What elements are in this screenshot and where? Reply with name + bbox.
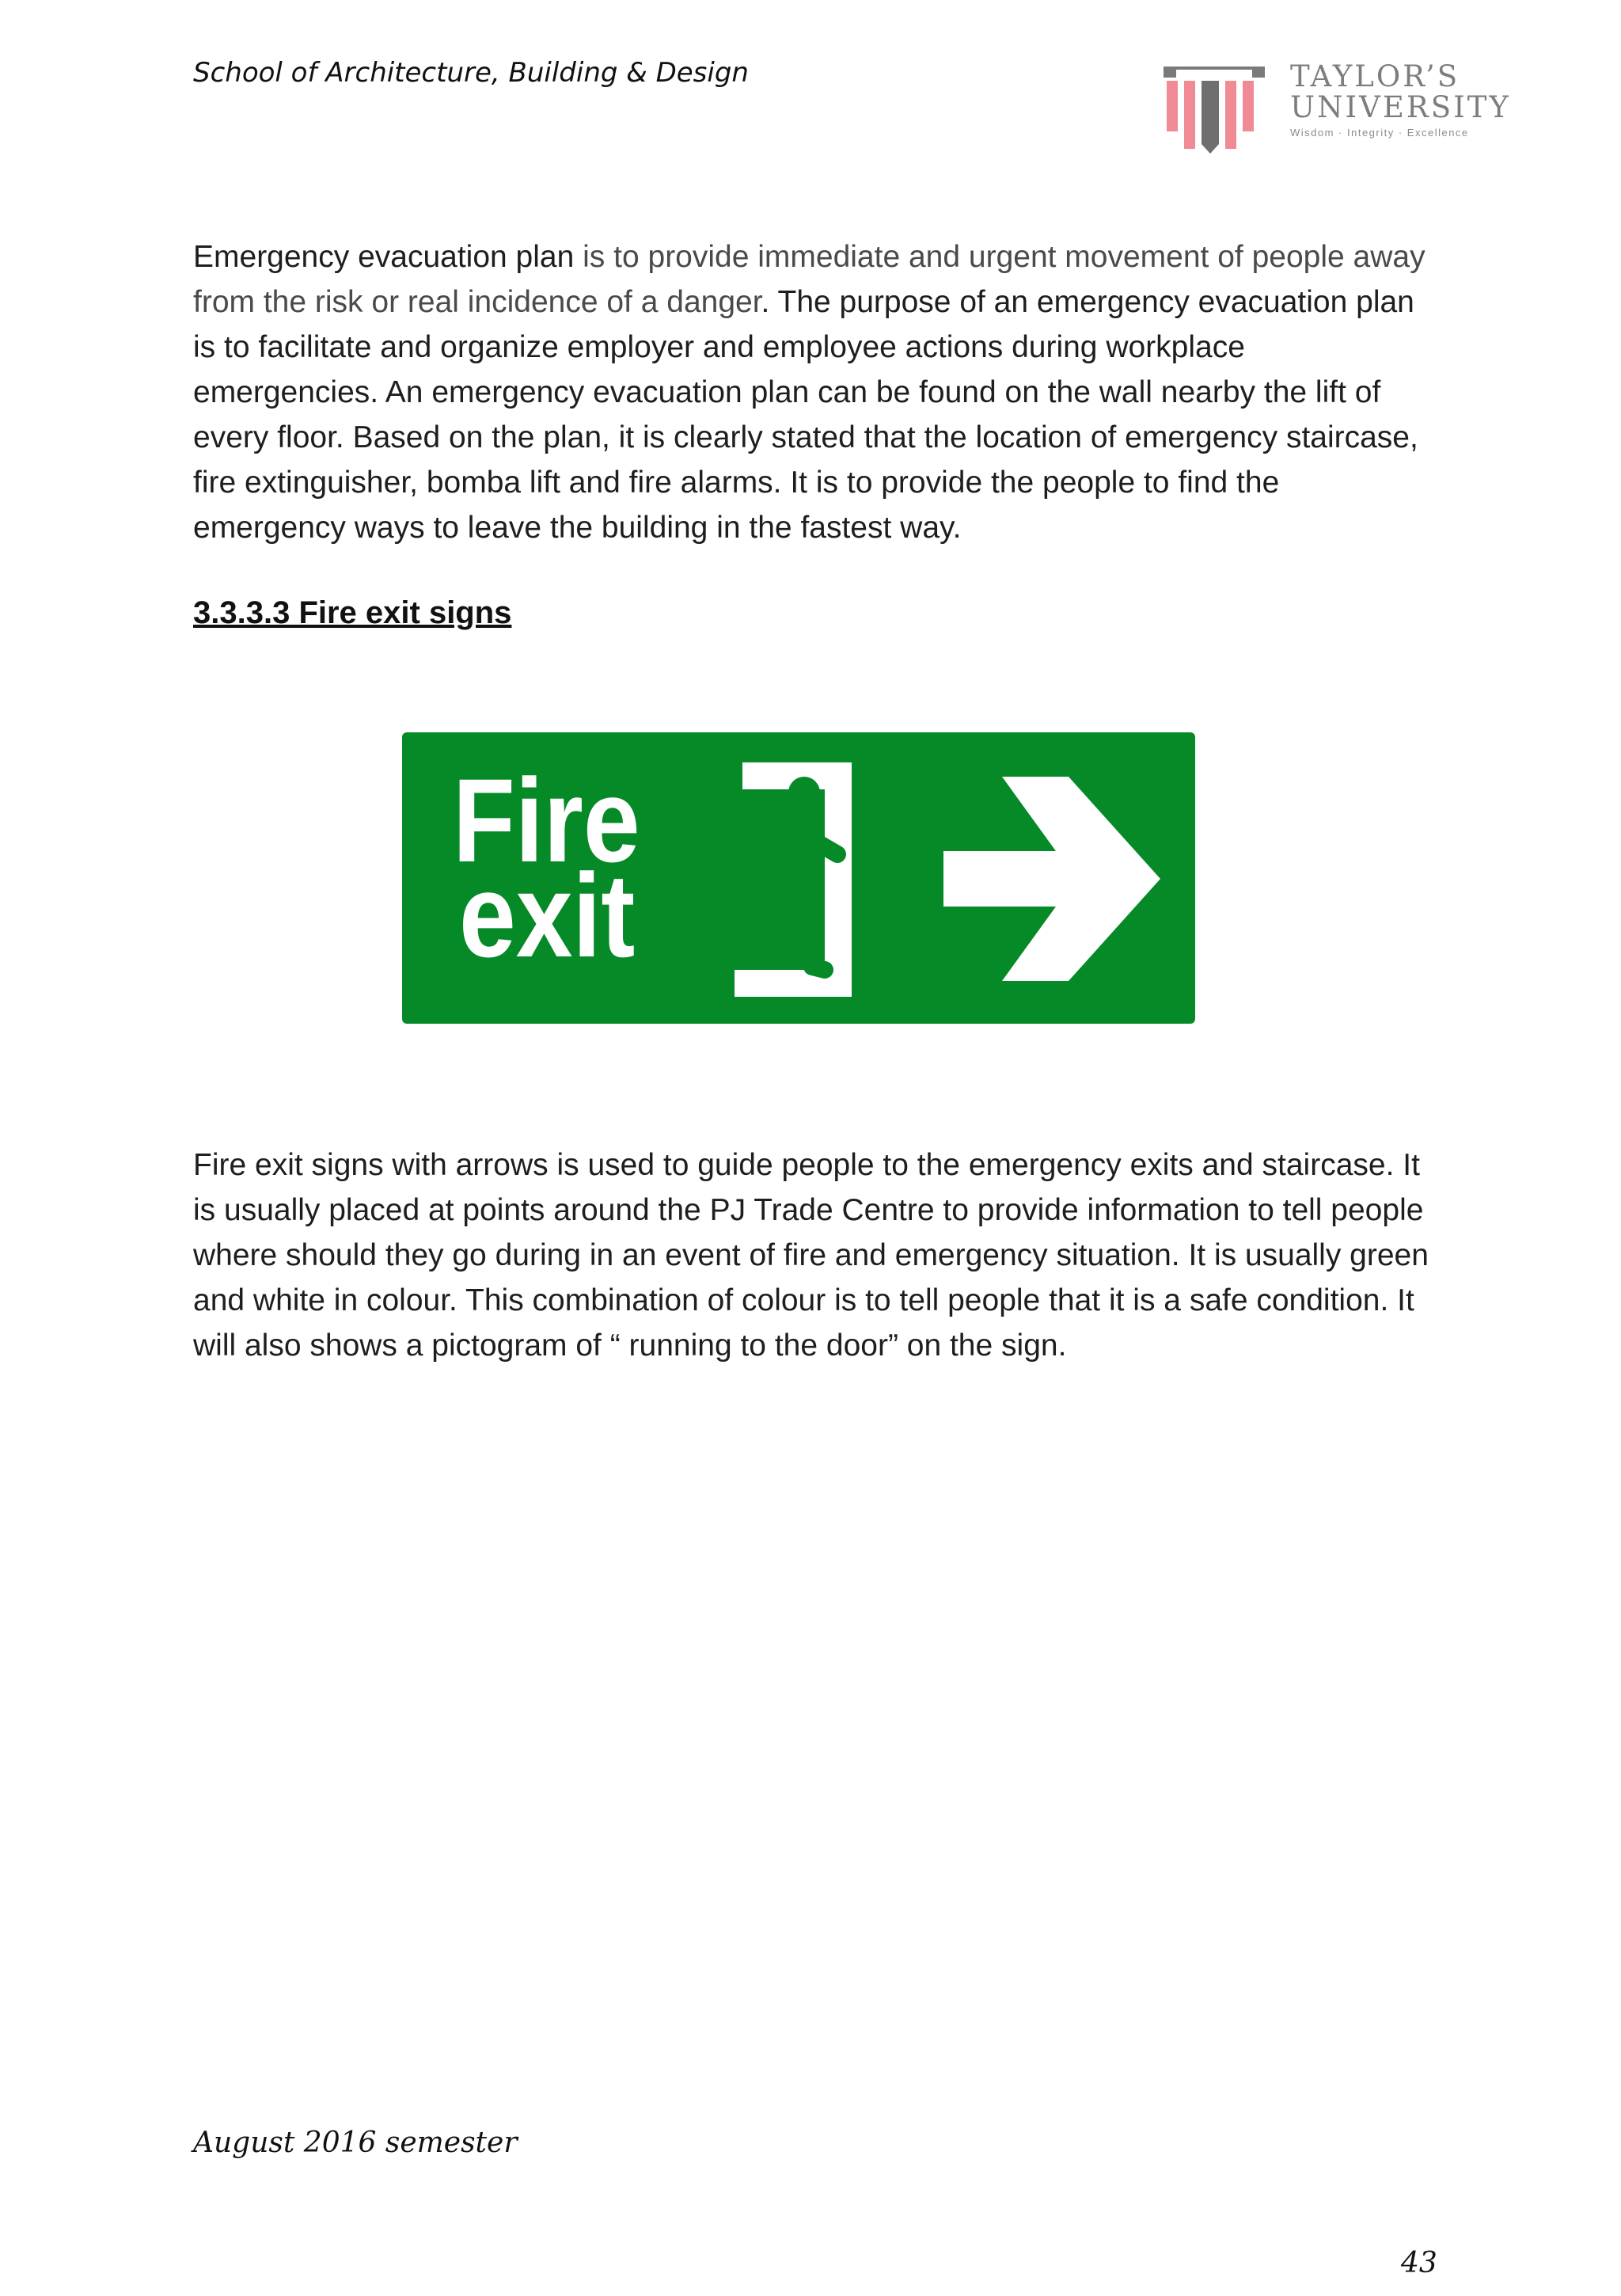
- right-arrow-icon: [943, 777, 1160, 981]
- header-school-name: School of Architecture, Building & Design: [193, 57, 749, 89]
- university-logo: [1156, 59, 1536, 157]
- footer-semester: August 2016 semester: [193, 2127, 518, 2159]
- intro-definition: is to provide immediate and urgent movement of people away from the risk or real incidence of a danger: [193, 240, 1425, 319]
- intro-rest: . The purpose of an emergency evacuation plan is to facilitate and organize employer and employee actions during workplace emergencies. An emergency evacuation plan can be found on the wall nearby the lift of every floor. Based on the plan, it is clearly stated that the location of emergency staircase, fire extinguisher, bomba lift and fire alarms. It is to provide the people to find the emergency ways to leave the building in the fastest way.: [193, 285, 1418, 545]
- sign-word-fire: Fire: [453, 754, 640, 887]
- section-heading: 3.3.3.3 Fire exit signs: [193, 595, 512, 630]
- body-paragraph: Fire exit signs with arrows is used to guide people to the emergency exits and staircase. It is usually placed at points around the PJ Trade Centre to provide information to tell people where should they go during in an event of fire and emergency situation. It is usually green and white in colour. This combination of colour is to tell people that it is a safe condition. It will also shows a pictogram of “ running to the door” on the sign.: [193, 1148, 1429, 1363]
- logo-tagline: Wisdom · Integrity · Excellence: [1290, 127, 1469, 139]
- intro-paragraph: [193, 234, 1436, 550]
- sign-word-exit: exit: [459, 849, 636, 982]
- logo-line-2: UNIVERSITY: [1290, 90, 1511, 124]
- logo-line-1: TAYLOR’S: [1290, 59, 1460, 93]
- intro-lead: Emergency evacuation plan: [193, 240, 583, 274]
- pillars-logo-icon: [1156, 62, 1274, 157]
- fire-exit-sign-image: [402, 732, 1195, 1024]
- running-man-icon: [719, 762, 877, 997]
- page-number: 43: [1401, 2247, 1437, 2279]
